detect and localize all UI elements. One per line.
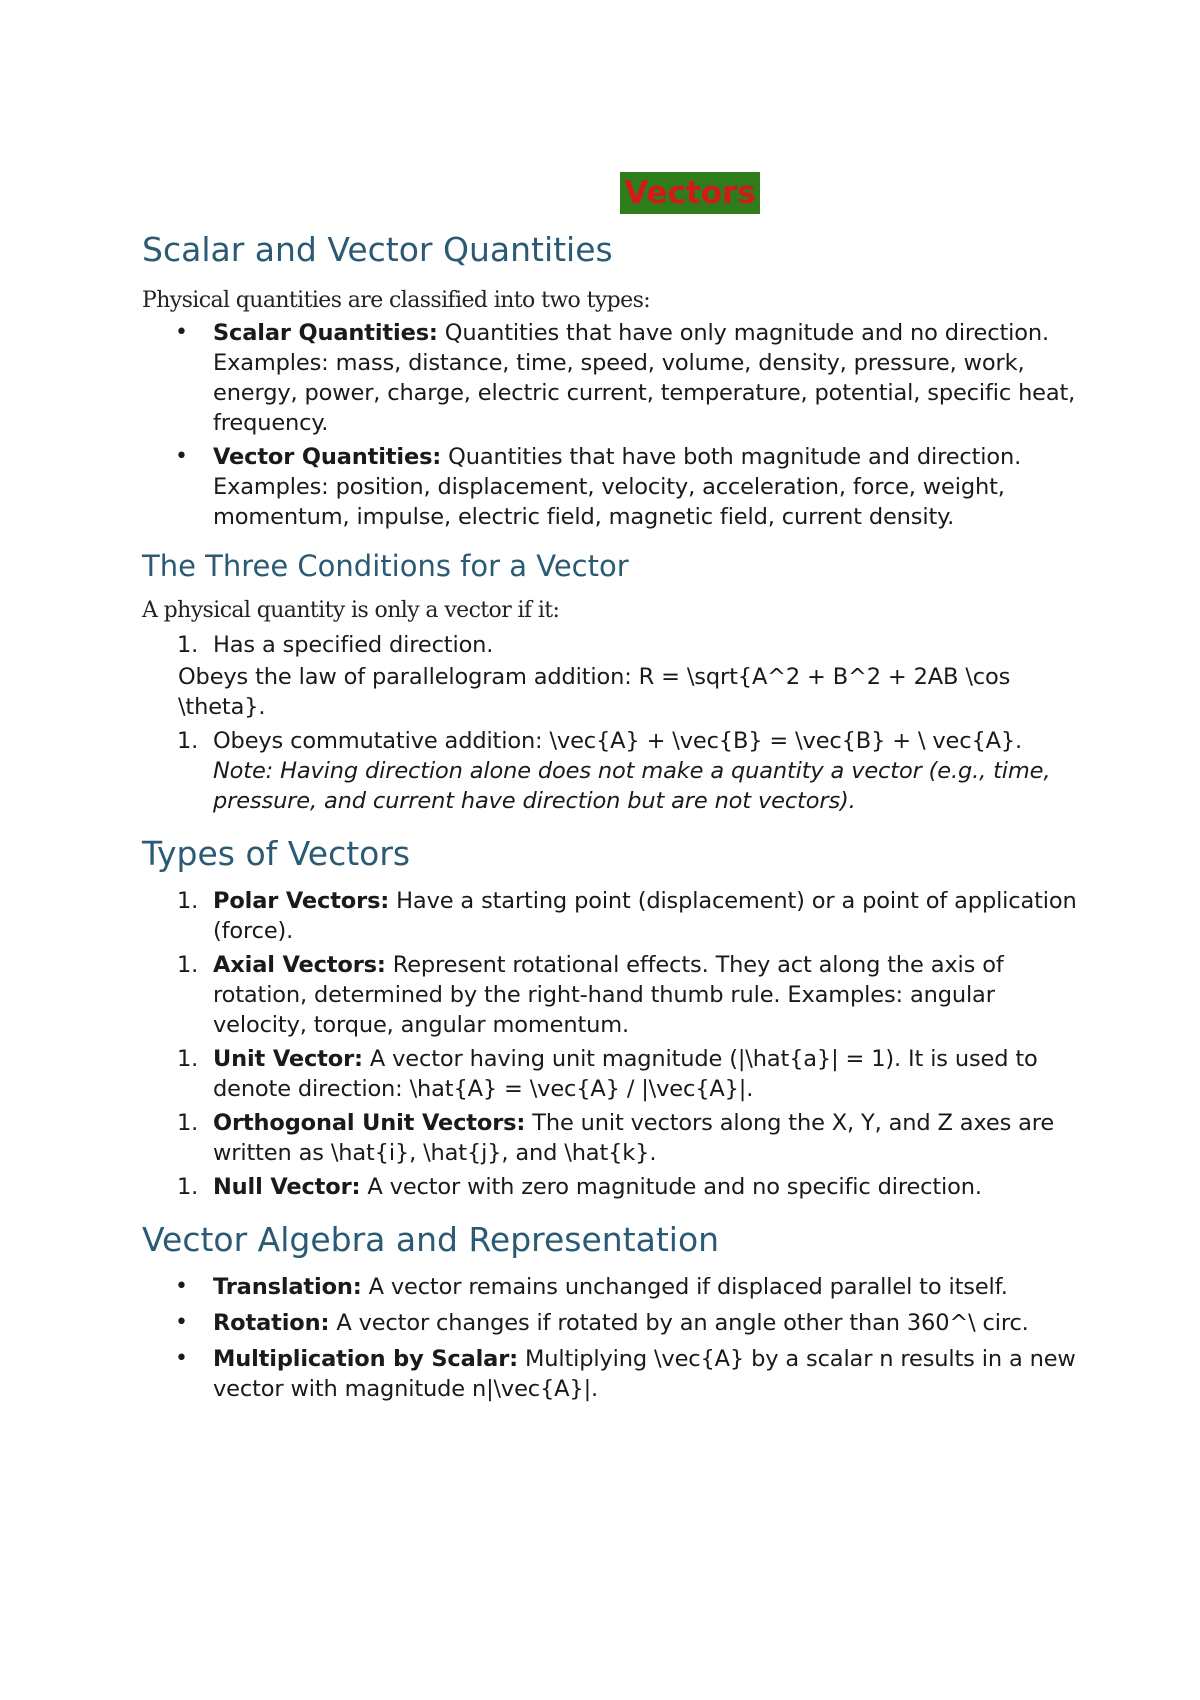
types-list [142, 886, 1082, 1202]
item-text: Has a specified direction. [213, 632, 494, 658]
list-item [142, 442, 1082, 532]
list-item [142, 950, 1082, 1040]
heading-conditions: The Three Conditions for a Vector [142, 549, 629, 583]
item-term: Axial Vectors: [213, 952, 386, 978]
heading-types: Types of Vectors [142, 834, 411, 873]
item-text: A vector with zero magnitude and no specific direction. [360, 1174, 982, 1200]
list-item [142, 1108, 1082, 1168]
intro-conditions: A physical quantity is only a vector if it: [142, 598, 560, 623]
item-number: 1. [177, 1110, 199, 1136]
item-text: Obeys commutative addition: \vec{A} + \vec{B} = \vec{B} + \ vec{A}. [213, 728, 1023, 754]
item-number: 1. [177, 888, 199, 914]
list-item [142, 1344, 1082, 1404]
item-term: Orthogonal Unit Vectors: [213, 1110, 526, 1136]
item-text: Quantities that have only magnitude and no direction. Examples: mass, distance, time, speed, volume, density, pressure, work, energy, power, charge, electric current, temperature, potential, specific heat, frequency. [213, 320, 1076, 436]
list-item [142, 318, 1082, 438]
item-text: A vector remains unchanged if displaced parallel to itself. [361, 1274, 1008, 1300]
item-number: 1. [177, 1046, 199, 1072]
item-text: A vector changes if rotated by an angle other than 360^\ circ. [329, 1310, 1029, 1336]
item-number: 1. [177, 952, 199, 978]
list-item [142, 886, 1082, 946]
item-term: Null Vector: [213, 1174, 361, 1200]
item-term: Unit Vector: [213, 1046, 363, 1072]
item-text: A vector having unit magnitude (|\hat{a}| = 1). It is used to denote direction: \hat{A} = \vec{A} / |\vec{A}|. [213, 1046, 1038, 1102]
heading-scalar-vector: Scalar and Vector Quantities [142, 230, 613, 269]
item-text: Quantities that have both magnitude and direction. Examples: position, displacement, velocity, acceleration, force, weight, momentum, impulse, electric field, magnetic field, current density. [213, 444, 1022, 530]
conditions-list [142, 630, 1082, 660]
heading-algebra: Vector Algebra and Representation [142, 1220, 720, 1259]
document-content [142, 228, 1082, 1404]
item-text: Have a starting point (displacement) or a point of application (force). [213, 888, 1077, 944]
item-text: Represent rotational effects. They act along the axis of rotation, determined by the right-hand thumb rule. Examples: angular velocity, torque, angular momentum. [213, 952, 1004, 1038]
title-wrap [0, 172, 1200, 214]
item-term: Rotation: [213, 1310, 330, 1336]
item-number: 1. [177, 632, 199, 658]
list-item [142, 1172, 1082, 1202]
item-number: 1. [177, 728, 199, 754]
algebra-list [142, 1272, 1082, 1404]
conditions-list-continued [142, 726, 1082, 816]
quantity-list [142, 318, 1082, 532]
item-text: Multiplying \vec{A} by a scalar n results in a new vector with magnitude n|\vec{A}|. [213, 1346, 1076, 1402]
item-number: 1. [177, 1174, 199, 1200]
item-text: The unit vectors along the X, Y, and Z axes are written as \hat{i}, \hat{j}, and \hat{k}. [213, 1110, 1055, 1166]
item-term: Scalar Quantities: [213, 320, 438, 346]
list-item [142, 1044, 1082, 1104]
item-term: Polar Vectors: [213, 888, 390, 914]
intro-classification: Physical quantities are classified into two types: [142, 288, 651, 313]
item-term: Vector Quantities: [213, 444, 442, 470]
list-item [142, 630, 1082, 660]
item-term: Translation: [213, 1274, 362, 1300]
document-title: Vectors [620, 172, 760, 214]
item-note: Note: Having direction alone does not make a quantity a vector (e.g., time, pressure, and current have direction but are not vectors). [213, 758, 1051, 814]
list-item [142, 726, 1082, 816]
item-term: Multiplication by Scalar: [213, 1346, 518, 1372]
list-item [142, 1308, 1082, 1338]
list-item [142, 1272, 1082, 1302]
parallelogram-paragraph: Obeys the law of parallelogram addition: R = \sqrt{A^2 + B^2 + 2AB \cos \theta}. [178, 664, 1011, 720]
